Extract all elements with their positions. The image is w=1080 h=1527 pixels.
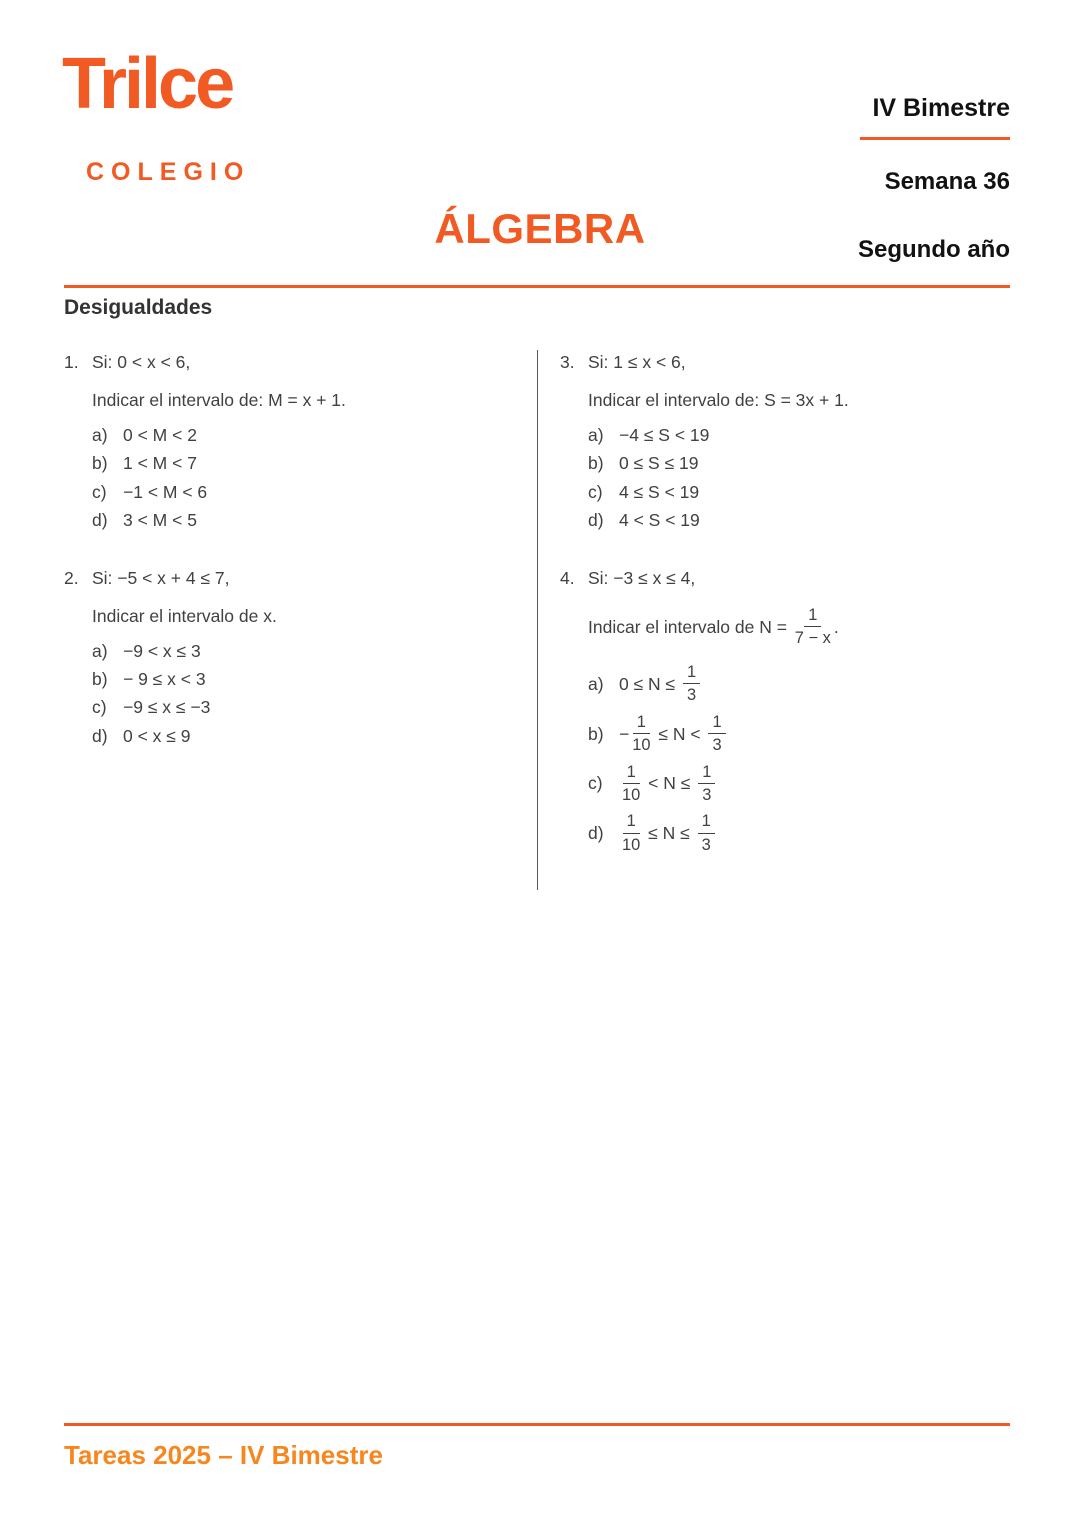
- text-segment: 1 < M < 7: [123, 453, 197, 474]
- option-label: c): [92, 697, 107, 718]
- text-segment: 4 < S < 19: [619, 509, 700, 530]
- fraction-denominator: 10: [632, 736, 651, 755]
- fraction: [622, 812, 640, 854]
- fraction-numerator: 1: [698, 812, 715, 833]
- text-segment: −1 < M < 6: [123, 481, 208, 502]
- problem-number: 1.: [64, 352, 79, 372]
- problem-number: 3.: [560, 352, 575, 372]
- semana-label: Semana 36: [884, 168, 1010, 195]
- option-text: [619, 508, 700, 532]
- text-segment: < N ≤: [643, 773, 696, 794]
- problem: [64, 566, 503, 748]
- option-row: [92, 724, 503, 748]
- section-title: Desigualdades: [64, 296, 213, 319]
- bimestre-label: IV Bimestre: [860, 94, 1010, 140]
- fraction-denominator: 10: [622, 785, 641, 804]
- option-label: a): [92, 425, 108, 446]
- option-text: [619, 711, 729, 757]
- text-segment: −9 < x ≤ 3: [123, 641, 201, 662]
- grade-label: Segundo año: [858, 236, 1010, 263]
- option-label: d): [588, 823, 604, 844]
- problem-statement: [64, 350, 503, 374]
- option-row: [588, 711, 1010, 757]
- fraction-numerator: 1: [698, 763, 715, 784]
- fraction: [698, 812, 715, 854]
- option-row: [588, 508, 1010, 532]
- option-row: [588, 661, 1010, 707]
- problem: [560, 566, 1010, 856]
- fraction: [683, 663, 700, 705]
- fraction-denominator: 7 − x: [794, 629, 831, 648]
- fraction-numerator: 1: [804, 606, 821, 627]
- problem: [560, 350, 1010, 532]
- option-text: [619, 810, 718, 856]
- fraction-numerator: 1: [633, 713, 650, 734]
- option-row: [588, 451, 1010, 475]
- statement-text: Si: 1 ≤ x < 6,: [588, 352, 686, 372]
- text-segment: −: [619, 723, 630, 744]
- problem-question: [588, 604, 1010, 650]
- option-text: [123, 695, 210, 719]
- option-label: c): [588, 481, 603, 502]
- text-segment: ≤ N ≤: [643, 823, 695, 844]
- problem-columns: [64, 350, 1010, 890]
- option-text: [123, 508, 197, 532]
- fraction-numerator: 1: [623, 763, 640, 784]
- text-segment: 0 < M < 2: [123, 425, 197, 446]
- fraction-numerator: 1: [683, 663, 700, 684]
- text-segment: −9 ≤ x ≤ −3: [123, 697, 211, 718]
- text-segment: 4 ≤ S < 19: [619, 481, 700, 502]
- problem-question: [92, 604, 503, 628]
- option-text: [123, 451, 197, 475]
- text-segment: .: [833, 616, 839, 637]
- option-label: d): [92, 725, 108, 746]
- text-segment: Indicar el intervalo de x.: [92, 605, 277, 626]
- fraction: [795, 606, 831, 648]
- fraction-denominator: 3: [687, 686, 697, 705]
- text-segment: Indicar el intervalo de: M = x + 1.: [92, 390, 346, 411]
- content-area: [64, 296, 1010, 890]
- text-segment: 0 ≤ N ≤: [619, 673, 681, 694]
- text-segment: −4 ≤ S < 19: [619, 425, 710, 446]
- fraction: [698, 763, 715, 805]
- statement-text: Si: 0 < x < 6,: [92, 352, 191, 372]
- option-row: [588, 480, 1010, 504]
- option-row: [588, 761, 1010, 807]
- option-label: b): [588, 723, 604, 744]
- options-list: [64, 423, 503, 532]
- option-row: [92, 480, 503, 504]
- problem: [64, 350, 503, 532]
- statement-text: Si: −5 < x + 4 ≤ 7,: [92, 567, 230, 588]
- options-list: [560, 423, 1010, 532]
- trilce-logo: Trilce: [62, 44, 233, 124]
- fraction-denominator: 3: [712, 736, 722, 755]
- fraction: [632, 713, 650, 755]
- fraction-numerator: 1: [708, 713, 725, 734]
- option-row: [92, 451, 503, 475]
- fraction-denominator: 3: [702, 785, 712, 804]
- option-text: [619, 661, 703, 707]
- option-label: d): [588, 509, 604, 530]
- options-list: [560, 661, 1010, 856]
- option-row: [92, 695, 503, 719]
- option-label: b): [92, 669, 108, 690]
- text-segment: − 9 ≤ x < 3: [123, 669, 206, 690]
- option-text: [123, 667, 206, 691]
- option-text: [123, 423, 197, 447]
- option-label: c): [92, 481, 107, 502]
- option-row: [92, 508, 503, 532]
- problem-number: 4.: [560, 567, 575, 588]
- option-row: [92, 639, 503, 663]
- text-segment: Indicar el intervalo de: S = 3x + 1.: [588, 390, 849, 411]
- option-row: [588, 810, 1010, 856]
- option-text: [123, 724, 191, 748]
- option-row: [92, 667, 503, 691]
- option-label: b): [92, 453, 108, 474]
- option-label: a): [92, 641, 108, 662]
- problem-number: 2.: [64, 567, 79, 588]
- option-label: b): [588, 453, 604, 474]
- fraction-numerator: 1: [623, 812, 640, 833]
- option-label: a): [588, 673, 604, 694]
- option-label: d): [92, 509, 108, 530]
- text-segment: Indicar el intervalo de N =: [588, 616, 792, 637]
- text-segment: ≤ N <: [653, 723, 706, 744]
- fraction: [622, 763, 640, 805]
- option-text: [619, 761, 718, 807]
- option-text: [619, 451, 699, 475]
- fraction-denominator: 10: [622, 835, 641, 854]
- option-label: c): [588, 773, 603, 794]
- problem-statement: [64, 566, 503, 590]
- option-text: [123, 639, 201, 663]
- text-segment: 0 < x ≤ 9: [123, 725, 191, 746]
- column-right: [537, 350, 1010, 890]
- column-left: [64, 350, 537, 782]
- fraction: [708, 713, 725, 755]
- footer-text: Tareas 2025 – IV Bimestre: [64, 1440, 383, 1470]
- header-divider: [64, 285, 1010, 288]
- option-text: [619, 423, 709, 447]
- statement-text: Si: −3 ≤ x ≤ 4,: [588, 567, 696, 588]
- fraction-denominator: 3: [701, 835, 711, 854]
- problem-question: [588, 388, 1010, 412]
- option-label: a): [588, 425, 604, 446]
- problem-statement: [560, 566, 1010, 590]
- option-row: [92, 423, 503, 447]
- option-row: [588, 423, 1010, 447]
- option-text: [123, 480, 207, 504]
- footer-divider: [64, 1423, 1010, 1426]
- problem-question: [92, 388, 503, 412]
- option-text: [619, 480, 699, 504]
- problem-statement: [560, 350, 1010, 374]
- options-list: [64, 639, 503, 748]
- text-segment: 3 < M < 5: [123, 509, 197, 530]
- logo-subtitle: COLEGIO: [86, 158, 251, 186]
- subject-title: ÁLGEBRA: [434, 205, 646, 252]
- text-segment: 0 ≤ S ≤ 19: [619, 453, 699, 474]
